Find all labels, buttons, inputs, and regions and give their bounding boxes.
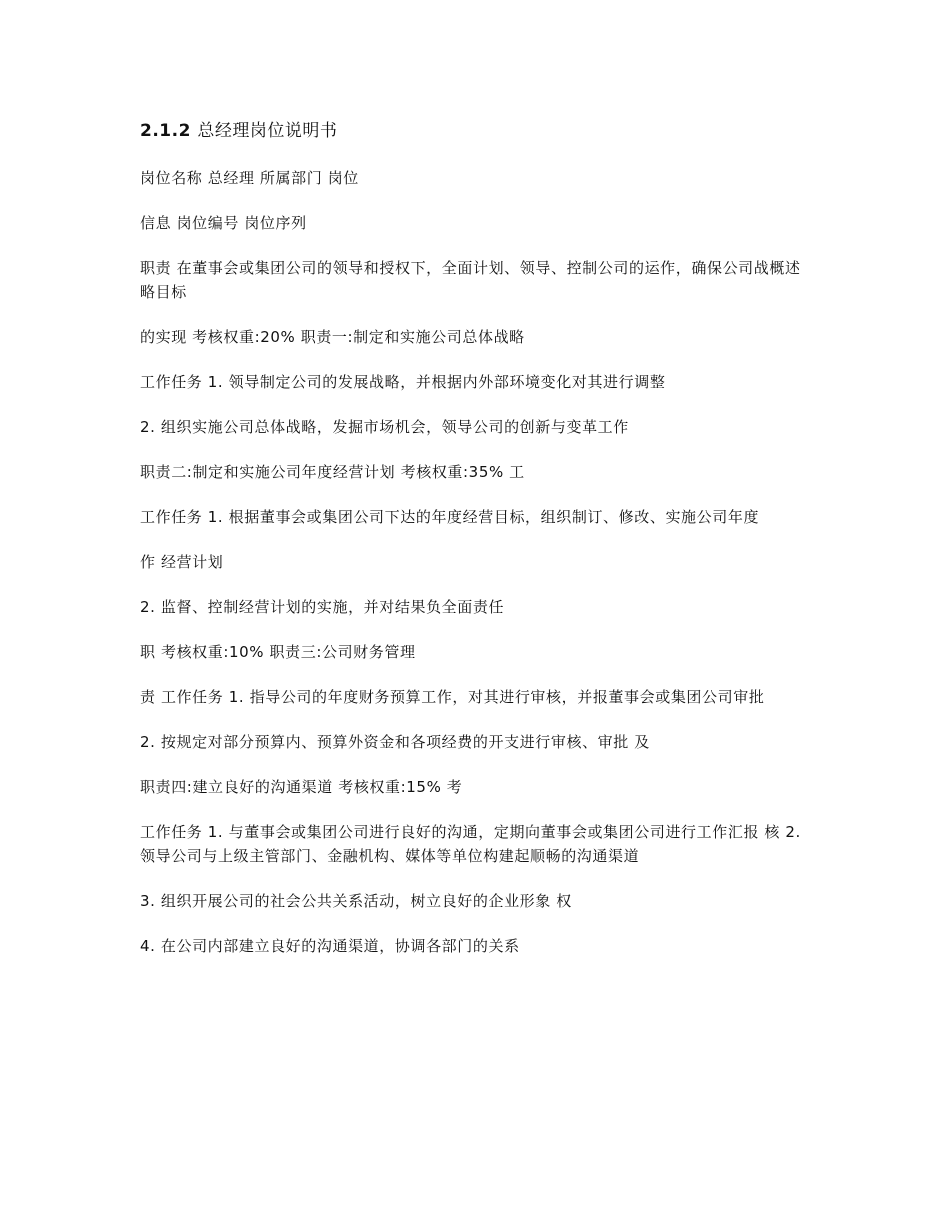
paragraph-2: 信息 岗位编号 岗位序列 <box>140 214 307 232</box>
section-heading <box>140 116 820 146</box>
section-title: 总经理岗位说明书 <box>197 121 338 141</box>
paragraph-6: 2. 组织实施公司总体战略，发掘市场机会，领导公司的创新与变革工作 <box>140 418 629 436</box>
paragraph-7: 职责二:制定和实施公司年度经营计划 考核权重:35% 工 <box>140 463 525 481</box>
paragraph-5: 工作任务 1. 领导制定公司的发展战略，并根据内外部环境变化对其进行调整 <box>140 373 666 391</box>
document-body <box>140 116 820 979</box>
paragraph-13: 2. 按规定对部分预算内、预算外资金和各项经费的开支进行审核、审批 及 <box>140 733 650 751</box>
section-number: 2.1.2 <box>140 121 191 141</box>
paragraph-17: 4. 在公司内部建立良好的沟通渠道，协调各部门的关系 <box>140 937 520 955</box>
paragraph-11: 职 考核权重:10% 职责三:公司财务管理 <box>140 643 416 661</box>
paragraph-8: 工作任务 1. 根据董事会或集团公司下达的年度经营目标，组织制订、修改、实施公司年度 <box>140 508 760 526</box>
paragraph-14: 职责四:建立良好的沟通渠道 考核权重:15% 考 <box>140 778 463 796</box>
paragraph-1: 岗位名称 总经理 所属部门 岗位 <box>140 169 359 187</box>
paragraph-12: 责 工作任务 1. 指导公司的年度财务预算工作，对其进行审核，并报董事会或集团公司审批 <box>140 688 765 706</box>
paragraph-4: 的实现 考核权重:20% 职责一:制定和实施公司总体战略 <box>140 328 525 346</box>
paragraph-9: 作 经营计划 <box>140 553 224 571</box>
paragraph-10: 2. 监督、控制经营计划的实施，并对结果负全面责任 <box>140 598 505 616</box>
paragraph-16: 3. 组织开展公司的社会公共关系活动，树立良好的企业形象 权 <box>140 892 572 910</box>
paragraph-3: 职责 在董事会或集团公司的领导和授权下，全面计划、领导、控制公司的运作，确保公司战概述 略目标 <box>140 259 801 301</box>
paragraph-15: 工作任务 1. 与董事会或集团公司进行良好的沟通，定期向董事会或集团公司进行工作汇报 核 2. 领导公司与上级主管部门、金融机构、媒体等单位构建起顺畅的沟通渠道 <box>140 823 801 865</box>
